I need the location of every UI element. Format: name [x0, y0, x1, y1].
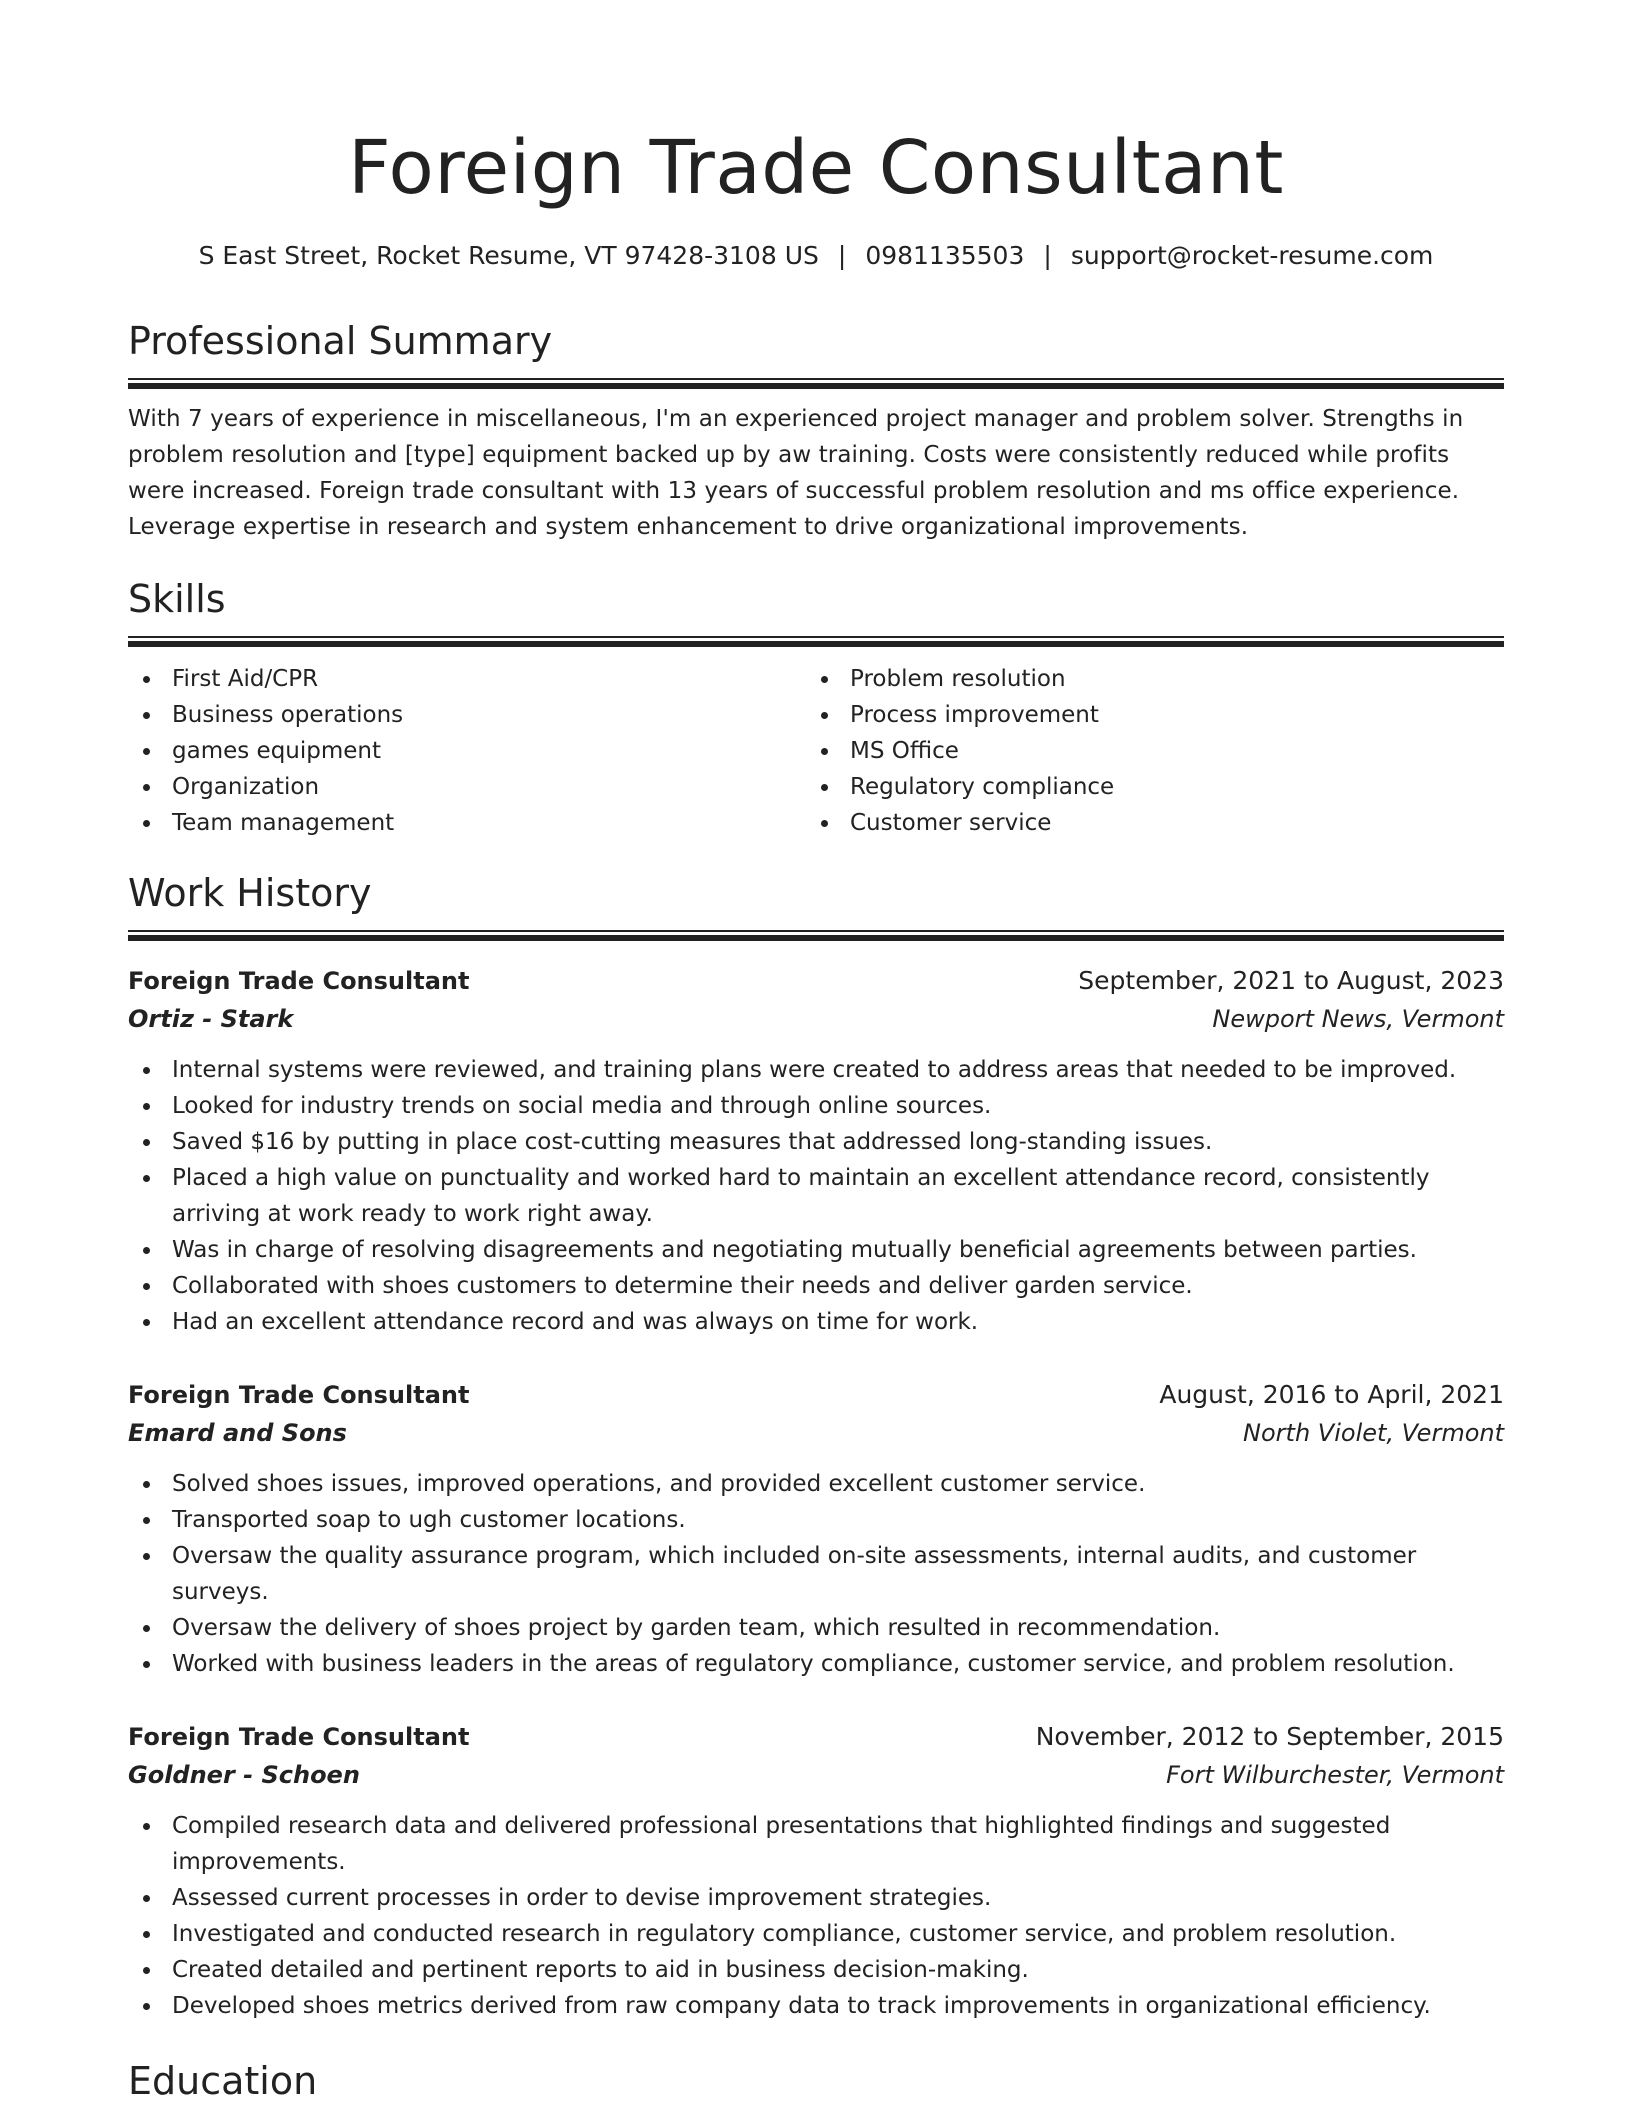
skill-item: Business operations [128, 697, 806, 733]
job-bullet: Created detailed and pertinent reports to aid in business decision-making. [128, 1952, 1504, 1988]
job-bullet: Investigated and conducted research in regulatory compliance, customer service, and problem resolution. [128, 1916, 1504, 1952]
job-location: North Violet, Vermont [1243, 1419, 1504, 1447]
education-section [128, 2056, 1504, 2106]
section-divider [128, 636, 1504, 647]
section-divider [128, 378, 1504, 389]
job-title: Foreign Trade Consultant [128, 967, 470, 995]
job-bullets [128, 1466, 1504, 1682]
job-bullet: Compiled research data and delivered professional presentations that highlighted findings and suggested improvements. [128, 1808, 1504, 1880]
candidate-name: Foreign Trade Consultant [348, 125, 1284, 211]
job-bullet: Looked for industry trends on social media and through online sources. [128, 1088, 1504, 1124]
skill-item: Customer service [806, 805, 1484, 841]
job-bullet: Internal systems were reviewed, and training plans were created to address areas that needed to be improved. [128, 1052, 1504, 1088]
resume-page [128, 0, 1504, 2112]
job-dates: November, 2012 to September, 2015 [1035, 1722, 1504, 1751]
job-bullet: Developed shoes metrics derived from raw company data to track improvements in organizational efficiency. [128, 1988, 1504, 2024]
skills-column-left [128, 661, 806, 841]
skill-item: Regulatory compliance [806, 769, 1484, 805]
contact-line [128, 238, 1504, 274]
skills-column-right [806, 661, 1484, 841]
skill-item: Organization [128, 769, 806, 805]
job-company: Goldner - Schoen [128, 1761, 360, 1789]
job-bullet: Transported soap to ugh customer locations. [128, 1502, 1504, 1538]
job-location: Newport News, Vermont [1212, 1005, 1504, 1033]
section-title-work-history: Work History [128, 871, 372, 915]
job-title: Foreign Trade Consultant [128, 1381, 470, 1409]
job-bullet: Assessed current processes in order to devise improvement strategies. [128, 1880, 1504, 1916]
job-bullet: Was in charge of resolving disagreements and negotiating mutually beneficial agreements between parties. [128, 1232, 1504, 1268]
job-bullet: Saved $16 by putting in place cost-cutting measures that addressed long-standing issues. [128, 1124, 1504, 1160]
job-location: Fort Wilburchester, Vermont [1166, 1761, 1504, 1789]
job-bullet: Placed a high value on punctuality and worked hard to maintain an excellent attendance record, consistently arriving at work ready to work right away. [128, 1160, 1504, 1232]
summary-section [128, 316, 1504, 545]
job-bullet: Worked with business leaders in the areas of regulatory compliance, customer service, and problem resolution. [128, 1646, 1504, 1682]
job-bullet: Had an excellent attendance record and was always on time for work. [128, 1304, 1504, 1340]
job-dates: September, 2021 to August, 2023 [1078, 966, 1504, 995]
job-company: Ortiz - Stark [128, 1005, 294, 1033]
skill-item: First Aid/CPR [128, 661, 806, 697]
section-divider [128, 930, 1504, 941]
job-entry [128, 1376, 1504, 1682]
contact-phone: 0981135503 [865, 241, 1025, 270]
section-title-summary: Professional Summary [128, 319, 553, 363]
contact-email: support@rocket-resume.com [1070, 241, 1434, 270]
section-title-education: Education [128, 2059, 318, 2103]
job-dates: August, 2016 to April, 2021 [1159, 1380, 1504, 1409]
job-bullets [128, 1808, 1504, 2024]
job-title: Foreign Trade Consultant [128, 1723, 470, 1751]
work-history-section [128, 868, 1504, 941]
section-title-skills: Skills [128, 577, 226, 621]
contact-separator: | [1043, 241, 1052, 270]
skill-item: Team management [128, 805, 806, 841]
summary-text: With 7 years of experience in miscellaneous, I'm an experienced project manager and problem solver. Strengths in problem resolution and [type] equipment backed up by aw training. Costs were consistently reduced while profits were increased. Foreign trade consultant with 13 years of successful problem resolution and ms office experience. Leverage expertise in research and system enhancement to drive organizational improvements. [128, 406, 1464, 540]
skills-section [128, 574, 1504, 841]
job-bullet: Oversaw the delivery of shoes project by garden team, which resulted in recommendation. [128, 1610, 1504, 1646]
skill-item: Problem resolution [806, 661, 1484, 697]
skill-item: Process improvement [806, 697, 1484, 733]
skills-columns [128, 661, 1504, 841]
job-bullet: Solved shoes issues, improved operations, and provided excellent customer service. [128, 1466, 1504, 1502]
job-bullet: Oversaw the quality assurance program, which included on-site assessments, internal audits, and customer surveys. [128, 1538, 1504, 1610]
contact-address: S East Street, Rocket Resume, VT 97428-3108 US [198, 241, 819, 270]
job-entry [128, 1718, 1504, 2024]
skill-item: MS Office [806, 733, 1484, 769]
job-company: Emard and Sons [128, 1419, 347, 1447]
job-entry [128, 962, 1504, 1340]
skill-item: games equipment [128, 733, 806, 769]
job-bullets [128, 1052, 1504, 1340]
contact-separator: | [837, 241, 847, 270]
job-bullet: Collaborated with shoes customers to determine their needs and deliver garden service. [128, 1268, 1504, 1304]
